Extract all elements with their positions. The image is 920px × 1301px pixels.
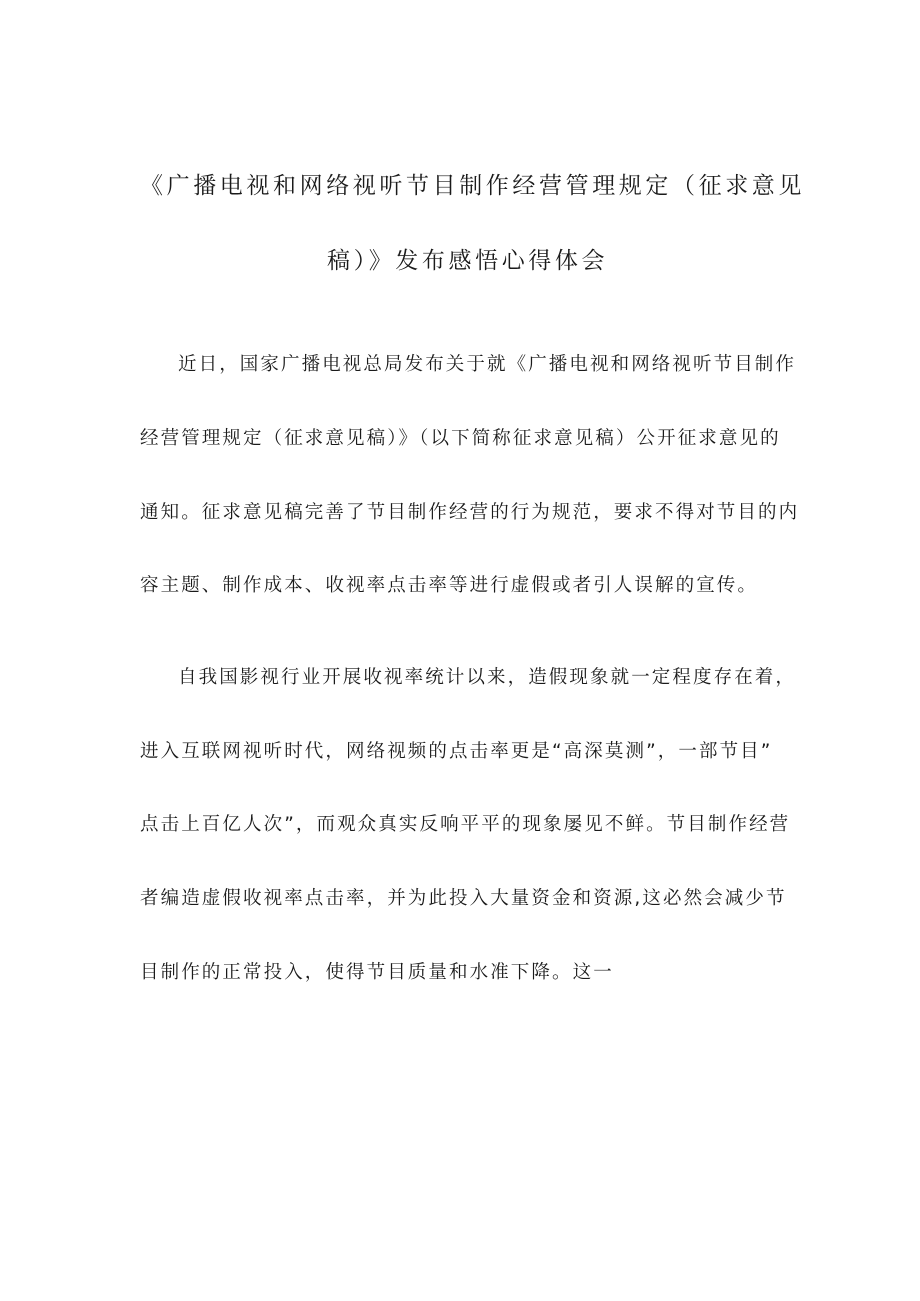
document-title-line-2: 稿）》发布感悟心得体会 <box>327 248 609 274</box>
paragraph-line: 近日，国家广播电视总局发布关于就《广播电视和网络视听节目制作 <box>178 354 797 375</box>
paragraph-line: 通知。征求意见稿完善了节目制作经营的行为规范，要求不得对节目的内 <box>140 502 800 523</box>
paragraph-line: 者编造虚假收视率点击率，并为此投入大量资金和资源,这必然会减少节 <box>140 888 787 909</box>
paragraph-line: 点击上百亿人次”，而观众真实反响平平的现象屡见不鲜。节目制作经营 <box>140 814 791 835</box>
paragraph-line: 容主题、制作成本、收视率点击率等进行虚假或者引人误解的宣传。 <box>140 575 759 596</box>
paragraph-line: 自我国影视行业开展收视率统计以来，造假现象就一定程度存在着， <box>178 667 797 688</box>
paragraph-line: 经营管理规定（征求意见稿）》（以下简称征求意见稿）公开征求意见的 <box>140 428 781 449</box>
paragraph-line: 进入互联网视听时代，网络视频的点击率更是“高深莫测”，一部节目” <box>140 741 773 762</box>
document-title-line-1: 《广播电视和网络视听节目制作经营管理规定（征求意见 <box>140 173 805 199</box>
paragraph-line: 目制作的正常投入，使得节目质量和水准下降。这一 <box>140 962 614 983</box>
